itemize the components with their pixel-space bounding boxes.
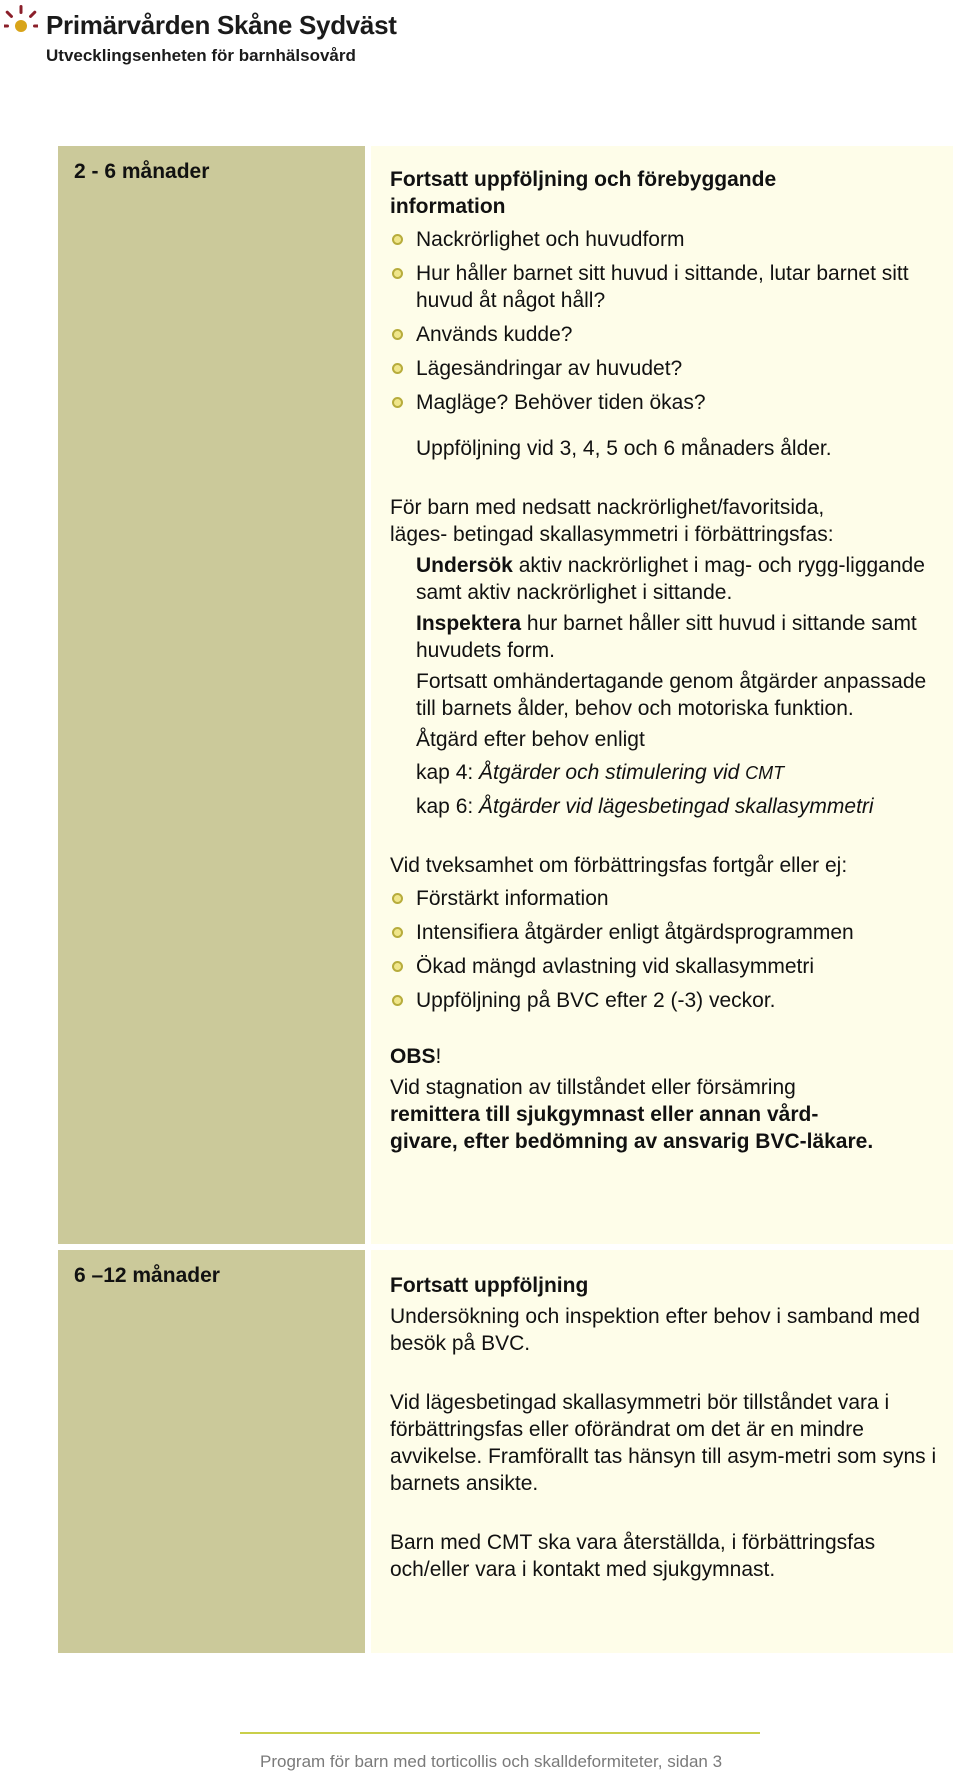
examine-text: Undersök aktiv nackrörlighet i mag- och rygg-liggande samt aktiv nackrörlighet i sittande. (416, 554, 925, 604)
list-item: Lägesändringar av huvudet? (390, 355, 945, 382)
list-item: Ökad mängd avlastning vid skallasymmetri (390, 953, 945, 980)
skane-logo-icon (4, 4, 38, 38)
footer-text: Program för barn med torticollis och skalldeformiteter, sidan 3 (260, 1752, 723, 1771)
age-cell (58, 146, 365, 1244)
followup-text: Uppföljning vid 3, 4, 5 och 6 månaders ålder. (416, 437, 832, 460)
chapter-reference: kap 6: Åtgärder vid lägesbetingad skallasymmetri (416, 795, 874, 818)
list-item: Förstärkt information (390, 885, 945, 912)
paragraph: Vid lägesbetingad skallasymmetri bör tillståndet vara i förbättringsfas eller oförändrat om det är en mindre avvikelse. Framförallt tas hänsyn till asym-metri som syns i barnets ansikte. (390, 1391, 937, 1495)
paragraph: Barn med CMT ska vara återställda, i förbättringsfas och/eller vara i kontakt med sjukgymnast. (390, 1531, 876, 1581)
checklist (390, 885, 945, 1014)
inspect-text: Inspektera hur barnet håller sitt huvud i sittande samt huvudets form. (416, 612, 917, 662)
table-row (58, 146, 953, 1244)
unit-name: Utvecklingsenheten för barnhälsovård (46, 46, 356, 65)
paragraph: Undersökning och inspektion efter behov i samband med besök på BVC. (390, 1305, 920, 1355)
section-heading: Fortsatt uppföljning (390, 1274, 589, 1297)
checklist (390, 226, 945, 416)
stagnation-text: Vid stagnation av tillståndet eller försämring (390, 1076, 796, 1099)
table-row (58, 1250, 953, 1653)
age-label: 2 - 6 månader (74, 160, 210, 183)
action-intro: Åtgärd efter behov enligt (416, 728, 645, 751)
age-cell (58, 1250, 365, 1653)
page-header (4, 4, 444, 74)
footer-divider (240, 1732, 760, 1734)
list-item: Nackrörlighet och huvudform (390, 226, 945, 253)
doubt-intro: Vid tveksamhet om förbättringsfas fortgår eller ej: (390, 854, 848, 877)
chapter-reference: kap 4: Åtgärder och stimulering vid CMT (416, 761, 785, 784)
obs-label: OBS! (390, 1045, 442, 1068)
continued-care-text: Fortsatt omhändertagande genom åtgärder anpassade till barnets ålder, behov och motoriska funktion. (416, 670, 927, 720)
intro-text: För barn med nedsatt nackrörlighet/favoritsida, läges- betingad skallasymmetri i förbättringsfas: (390, 496, 834, 546)
list-item: Används kudde? (390, 321, 945, 348)
referral-text: remittera till sjukgymnast eller annan vård- givare, efter bedömning av ansvarig BVC-läkare. (390, 1103, 874, 1153)
age-label: 6 –12 månader (74, 1264, 220, 1287)
section-heading: Fortsatt uppföljning och förebyggande information (390, 168, 777, 218)
content-cell (371, 146, 953, 1244)
list-item: Uppföljning på BVC efter 2 (-3) veckor. (390, 987, 945, 1014)
content-cell (371, 1250, 953, 1653)
list-item: Intensifiera åtgärder enligt åtgärdsprogrammen (390, 919, 945, 946)
org-name: Primärvården Skåne Sydväst (46, 10, 397, 40)
list-item: Magläge? Behöver tiden ökas? (390, 389, 945, 416)
list-item: Hur håller barnet sitt huvud i sittande, lutar barnet sitt huvud åt något håll? (390, 260, 945, 314)
